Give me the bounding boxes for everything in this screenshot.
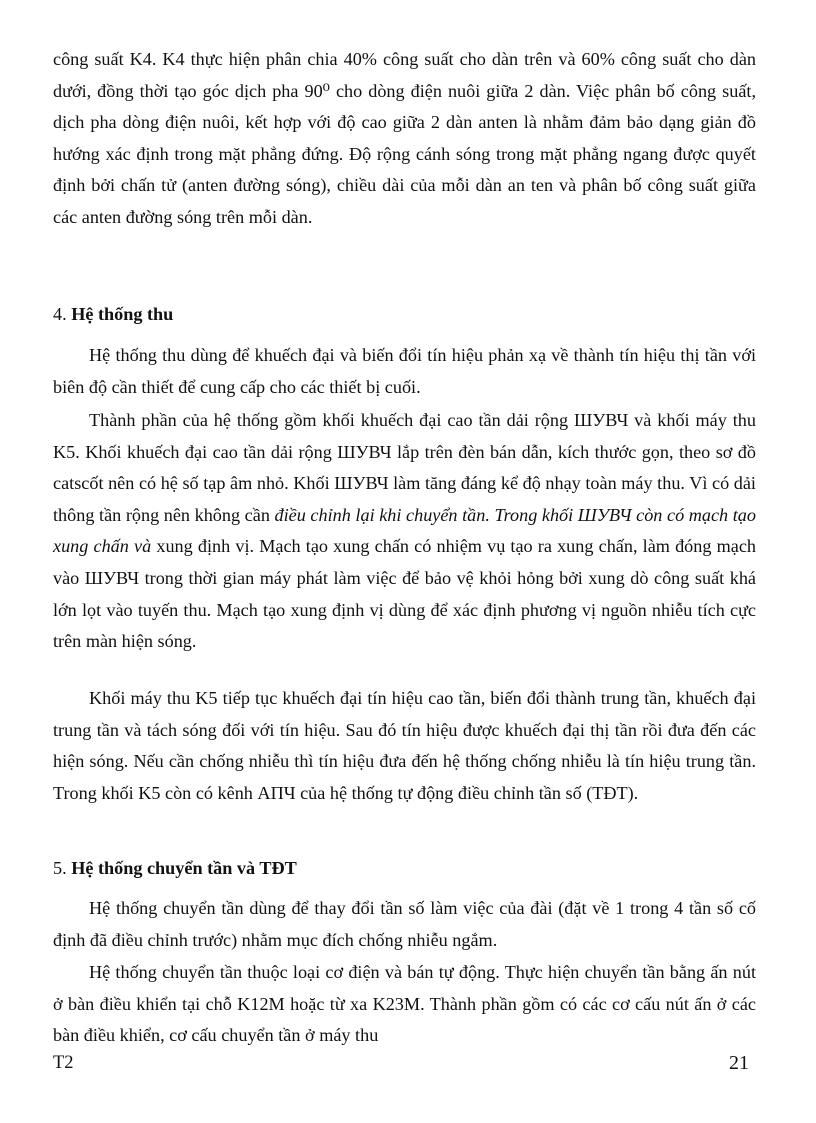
paragraph-frequency-purpose: Hệ thống chuyển tần dùng để thay đổi tần số làm việc của đài (đặt về 1 trong 4 tần số cố định đã điều chỉnh trước) nhằm mục đích chống nhiễu ngắm. (53, 898, 756, 950)
footer-signature-mark: T2 (53, 1053, 74, 1073)
paragraph-receiver-intro: Hệ thống thu dùng để khuếch đại và biến đổi tín hiệu phản xạ về thành tín hiệu thị tần với biên độ cần thiết để cung cấp cho các thiết bị cuối. (53, 345, 756, 397)
section-title: Hệ thống chuyển tần và TĐT (71, 858, 297, 878)
paragraph-text: Thành phần của hệ thống gồm khối khuếch đại cao tần dải rộng ШУВЧ và khối máy thu K5. Khối khuếch đại cao tần dải rộng ШУВЧ lắp trên đèn bán dẫn, kích thước gọn, theo sơ đồ catscốt nên có hệ số tạp âm nhỏ. Khối ШУВЧ làm tăng đáng kể độ nhạy toàn máy thu. Vì có dải thông tần rộng nên không cần (53, 410, 756, 525)
page-number: 21 (729, 1052, 749, 1074)
section-number: 5. (53, 858, 67, 878)
paragraph-text: xung định vị. Mạch tạo xung chấn có nhiệm vụ tạo ra xung chấn, làm đóng mạch vào ШУВЧ trong thời gian máy phát làm việc để bảo vệ khỏi hỏng bởi xung dò công suất khá lớn lọt vào tuyến thu. Mạch tạo xung định vị dùng để xác định phương vị nguồn nhiễu tích cực trên màn hiện sóng. (53, 536, 756, 652)
paragraph-antenna-power: công suất K4. K4 thực hiện phân chia 40% công suất cho dàn trên và 60% công suất cho dàn dưới, đồng thời tạo góc dịch pha 90⁰ cho dòng điện nuôi giữa 2 dàn. Việc phân bố công suất, dịch pha dòng điện nuôi, kết hợp với độ cao giữa 2 dàn anten là nhằm đảm bảo dạng giản đồ hướng xác định trong mặt phẳng đứng. Độ rộng cánh sóng trong mặt phẳng ngang được quyết định bởi chấn tử (anten đường sóng), chiều dài của mỗi dàn an ten và phân bố công suất giữa các anten đường sóng trên mỗi dàn. (53, 49, 756, 227)
paragraph-italic-text: điều chỉnh lại khi chuyển tần. Trong khối ШУВЧ còn có mạch tạo xung chấn và (53, 504, 756, 557)
section-title: Hệ thống thu (71, 304, 174, 324)
section-number: 4. (53, 304, 67, 324)
section-heading-frequency (53, 856, 297, 880)
paragraph-frequency-mechanism: Hệ thống chuyển tần thuộc loại cơ điện và bán tự động. Thực hiện chuyển tần bằng ấn nút ở bàn điều khiển tại chỗ K12M hoặc từ xa K23M. Thành phần gồm có các cơ cấu nút ấn ở các bàn điều khiển, cơ cấu chuyển tần ở máy thu (53, 962, 756, 1046)
paragraph-k5-receiver: Khối máy thu K5 tiếp tục khuếch đại tín hiệu cao tần, biến đổi thành trung tần, khuếch đại trung tần và tách sóng đối với tín hiệu. Sau đó tín hiệu được khuếch đại thị tần rồi đưa đến các hiện sóng. Nếu cần chống nhiễu thì tín hiệu đưa đến hệ thống chống nhiễu là tín hiệu trung tần. Trong khối K5 còn có kênh АПЧ của hệ thống tự động điều chỉnh tần số (TĐT). (53, 688, 756, 803)
section-heading-receiver (53, 302, 173, 326)
paragraph-receiver-components (53, 405, 756, 658)
